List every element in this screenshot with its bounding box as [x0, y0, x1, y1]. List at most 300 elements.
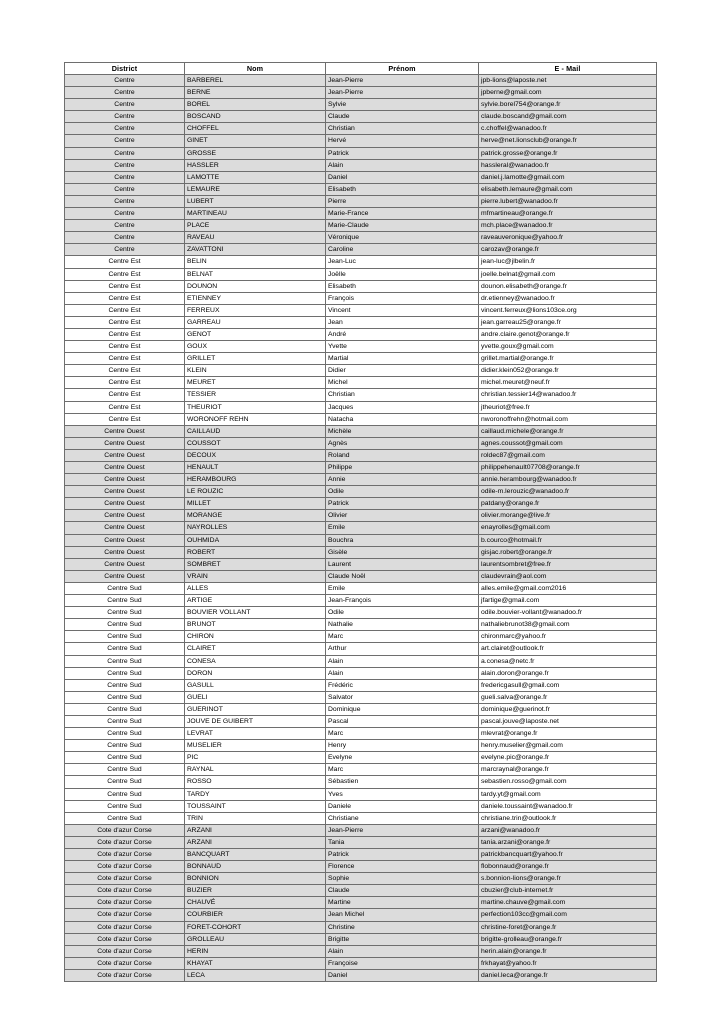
cell-prenom: Daniel [326, 969, 479, 981]
cell-nom: JOUVE DE GUIBERT [185, 715, 326, 727]
table-row [65, 401, 657, 413]
cell-prenom: Véronique [326, 232, 479, 244]
cell-email: pierre.lubert@wanadoo.fr [479, 195, 657, 207]
cell-email: s.bonnion-lions@orange.fr [479, 873, 657, 885]
table-row [65, 268, 657, 280]
cell-district: Centre Sud [65, 800, 185, 812]
cell-nom: GOUX [185, 341, 326, 353]
cell-district: Centre Est [65, 377, 185, 389]
cell-prenom: Jean [326, 316, 479, 328]
cell-district: Centre Sud [65, 764, 185, 776]
cell-district: Centre Ouest [65, 449, 185, 461]
table-row [65, 341, 657, 353]
cell-district: Cote d'azur Corse [65, 945, 185, 957]
cell-district: Cote d'azur Corse [65, 836, 185, 848]
cell-prenom: Nathalie [326, 619, 479, 631]
cell-district: Centre Est [65, 268, 185, 280]
cell-nom: BRUNOT [185, 619, 326, 631]
cell-prenom: Alain [326, 945, 479, 957]
cell-prenom: Yves [326, 788, 479, 800]
table-row [65, 812, 657, 824]
cell-nom: GARREAU [185, 316, 326, 328]
cell-email: art.clairet@outlook.fr [479, 643, 657, 655]
cell-prenom: Marie-Claude [326, 220, 479, 232]
cell-district: Centre [65, 171, 185, 183]
cell-prenom: Hervé [326, 135, 479, 147]
table-row [65, 776, 657, 788]
cell-email: fredericgasull@gmail.com [479, 679, 657, 691]
cell-email: sebastien.rosso@gmail.com [479, 776, 657, 788]
table-row [65, 957, 657, 969]
table-row [65, 486, 657, 498]
cell-email: elisabeth.lemaure@gmail.com [479, 183, 657, 195]
cell-prenom: Emile [326, 582, 479, 594]
cell-district: Centre Sud [65, 776, 185, 788]
cell-nom: ARZANI [185, 824, 326, 836]
cell-nom: CLAIRET [185, 643, 326, 655]
cell-district: Cote d'azur Corse [65, 824, 185, 836]
cell-email: arzani@wanadoo.fr [479, 824, 657, 836]
cell-email: nathaliebrunot38@gmail.com [479, 619, 657, 631]
cell-email: jtheuriot@free.fr [479, 401, 657, 413]
cell-email: jpberne@gmail.com [479, 87, 657, 99]
cell-district: Centre Sud [65, 679, 185, 691]
table-row [65, 220, 657, 232]
cell-email: hassleral@wanadoo.fr [479, 159, 657, 171]
cell-nom: GUELI [185, 691, 326, 703]
cell-email: odile-m.lerouzic@wanadoo.fr [479, 486, 657, 498]
cell-prenom: Olivier [326, 510, 479, 522]
table-row [65, 546, 657, 558]
cell-district: Cote d'azur Corse [65, 897, 185, 909]
cell-district: Centre Sud [65, 752, 185, 764]
table-row [65, 99, 657, 111]
cell-email: caillaud.michele@orange.fr [479, 425, 657, 437]
table-row [65, 885, 657, 897]
cell-nom: CHOFFEL [185, 123, 326, 135]
table-row [65, 800, 657, 812]
cell-nom: GASULL [185, 679, 326, 691]
cell-email: carozav@orange.fr [479, 244, 657, 256]
cell-nom: LUBERT [185, 195, 326, 207]
cell-prenom: Christine [326, 921, 479, 933]
cell-district: Centre Sud [65, 631, 185, 643]
table-row [65, 208, 657, 220]
cell-prenom: Marc [326, 728, 479, 740]
column-header-district: District [65, 63, 185, 75]
cell-email: annie.herambourg@wanadoo.fr [479, 474, 657, 486]
cell-prenom: Bouchra [326, 534, 479, 546]
cell-district: Centre Est [65, 413, 185, 425]
table-row [65, 643, 657, 655]
cell-email: olivier.morange@live.fr [479, 510, 657, 522]
cell-nom: BUZIER [185, 885, 326, 897]
cell-nom: LEVRAT [185, 728, 326, 740]
cell-email: daniel.leca@orange.fr [479, 969, 657, 981]
cell-nom: CONESA [185, 655, 326, 667]
cell-email: yvette.goux@gmail.com [479, 341, 657, 353]
cell-prenom: Sylvie [326, 99, 479, 111]
cell-nom: NAYROLLES [185, 522, 326, 534]
cell-email: herve@net.lionsclub@orange.fr [479, 135, 657, 147]
cell-nom: RAYNAL [185, 764, 326, 776]
roster-table-container [64, 62, 656, 982]
cell-email: andre.claire.genot@orange.fr [479, 328, 657, 340]
cell-prenom: Alain [326, 159, 479, 171]
table-row [65, 607, 657, 619]
cell-prenom: Arthur [326, 643, 479, 655]
cell-email: enayrolles@gmail.com [479, 522, 657, 534]
cell-email: herin.alain@orange.fr [479, 945, 657, 957]
cell-district: Centre [65, 123, 185, 135]
cell-nom: ZAVATTONI [185, 244, 326, 256]
cell-prenom: Patrick [326, 498, 479, 510]
table-row [65, 292, 657, 304]
cell-email: pascal.jouve@laposte.net [479, 715, 657, 727]
cell-district: Centre [65, 147, 185, 159]
table-row [65, 945, 657, 957]
cell-email: nworonoffrehn@hotmail.com [479, 413, 657, 425]
cell-email: agnes.coussot@gmail.com [479, 437, 657, 449]
cell-nom: GENOT [185, 328, 326, 340]
table-row [65, 316, 657, 328]
cell-prenom: Michel [326, 377, 479, 389]
cell-email: claudevrain@aol.com [479, 570, 657, 582]
cell-nom: GROLLEAU [185, 933, 326, 945]
cell-prenom: Christiane [326, 812, 479, 824]
table-row [65, 280, 657, 292]
cell-nom: PIC [185, 752, 326, 764]
cell-email: henry.muselier@gmail.com [479, 740, 657, 752]
cell-email: mfmartineau@orange.fr [479, 208, 657, 220]
cell-prenom: Pascal [326, 715, 479, 727]
cell-prenom: Patrick [326, 849, 479, 861]
cell-district: Centre Est [65, 328, 185, 340]
cell-district: Centre Sud [65, 812, 185, 824]
cell-district: Cote d'azur Corse [65, 933, 185, 945]
cell-district: Centre Sud [65, 667, 185, 679]
cell-prenom: Yvette [326, 341, 479, 353]
cell-nom: RAVEAU [185, 232, 326, 244]
table-row [65, 655, 657, 667]
cell-prenom: Didier [326, 365, 479, 377]
cell-district: Centre Est [65, 401, 185, 413]
cell-nom: BOREL [185, 99, 326, 111]
cell-nom: BOUVIER VOLLANT [185, 607, 326, 619]
cell-nom: FORET-COHORT [185, 921, 326, 933]
cell-nom: GRILLET [185, 353, 326, 365]
table-row [65, 824, 657, 836]
table-row [65, 691, 657, 703]
table-row [65, 740, 657, 752]
cell-email: roldec87@gmail.com [479, 449, 657, 461]
cell-prenom: Odile [326, 607, 479, 619]
cell-prenom: Marie-France [326, 208, 479, 220]
table-row [65, 365, 657, 377]
cell-district: Centre Sud [65, 788, 185, 800]
table-row [65, 703, 657, 715]
cell-district: Cote d'azur Corse [65, 957, 185, 969]
table-row [65, 534, 657, 546]
table-row [65, 195, 657, 207]
cell-nom: BANCQUART [185, 849, 326, 861]
cell-nom: ARZANI [185, 836, 326, 848]
cell-district: Centre [65, 195, 185, 207]
cell-district: Centre Sud [65, 619, 185, 631]
table-row [65, 232, 657, 244]
cell-district: Cote d'azur Corse [65, 909, 185, 921]
table-row [65, 304, 657, 316]
cell-nom: HERAMBOURG [185, 474, 326, 486]
cell-email: marcraynal@orange.fr [479, 764, 657, 776]
cell-nom: TARDY [185, 788, 326, 800]
cell-prenom: Jean-François [326, 595, 479, 607]
cell-nom: PLACE [185, 220, 326, 232]
table-row [65, 353, 657, 365]
cell-nom: KLEIN [185, 365, 326, 377]
roster-table [64, 62, 657, 982]
table-row [65, 389, 657, 401]
cell-email: grillet.martial@orange.fr [479, 353, 657, 365]
cell-nom: OUHMIDA [185, 534, 326, 546]
column-header-nom: Nom [185, 63, 326, 75]
table-row [65, 752, 657, 764]
column-header-email: E - Mail [479, 63, 657, 75]
cell-email: daniel.j.lamotte@gmail.com [479, 171, 657, 183]
cell-email: odile.bouvier-vollant@wanadoo.fr [479, 607, 657, 619]
cell-nom: GUERINOT [185, 703, 326, 715]
cell-email: didier.klein052@orange.fr [479, 365, 657, 377]
cell-district: Centre Sud [65, 691, 185, 703]
table-row [65, 474, 657, 486]
cell-district: Centre Sud [65, 595, 185, 607]
table-row [65, 328, 657, 340]
cell-nom: HENAULT [185, 462, 326, 474]
cell-prenom: Jean-Pierre [326, 824, 479, 836]
table-row [65, 764, 657, 776]
cell-email: frkhayat@yahoo.fr [479, 957, 657, 969]
table-row [65, 897, 657, 909]
cell-prenom: Frédéric [326, 679, 479, 691]
cell-prenom: Michèle [326, 425, 479, 437]
cell-prenom: Claude [326, 885, 479, 897]
cell-email: alain.doron@orange.fr [479, 667, 657, 679]
cell-email: perfection103cc@gmail.com [479, 909, 657, 921]
table-body [65, 75, 657, 982]
cell-prenom: Caroline [326, 244, 479, 256]
cell-district: Centre Ouest [65, 462, 185, 474]
cell-district: Centre Sud [65, 728, 185, 740]
table-row [65, 861, 657, 873]
table-row [65, 244, 657, 256]
cell-district: Centre [65, 87, 185, 99]
cell-district: Centre Est [65, 292, 185, 304]
cell-email: vincent.ferreux@lions103ce.org [479, 304, 657, 316]
cell-nom: MUSELIER [185, 740, 326, 752]
cell-nom: MARTINEAU [185, 208, 326, 220]
cell-prenom: Jean-Pierre [326, 87, 479, 99]
table-row [65, 836, 657, 848]
cell-nom: MEURET [185, 377, 326, 389]
cell-prenom: Gisèle [326, 546, 479, 558]
cell-prenom: Emile [326, 522, 479, 534]
cell-prenom: Sébastien [326, 776, 479, 788]
table-row [65, 558, 657, 570]
cell-prenom: Jean Michel [326, 909, 479, 921]
cell-prenom: Joëlle [326, 268, 479, 280]
cell-nom: TOUSSAINT [185, 800, 326, 812]
cell-prenom: Christian [326, 389, 479, 401]
cell-nom: KHAYAT [185, 957, 326, 969]
table-row [65, 87, 657, 99]
cell-email: dr.etienney@wanadoo.fr [479, 292, 657, 304]
cell-email: mch.place@wanadoo.fr [479, 220, 657, 232]
cell-district: Cote d'azur Corse [65, 921, 185, 933]
table-header-row [65, 63, 657, 75]
cell-district: Centre Ouest [65, 486, 185, 498]
cell-prenom: Marc [326, 764, 479, 776]
cell-district: Centre [65, 99, 185, 111]
cell-nom: CAILLAUD [185, 425, 326, 437]
cell-nom: THEURIOT [185, 401, 326, 413]
cell-district: Centre [65, 75, 185, 87]
cell-nom: BERNE [185, 87, 326, 99]
cell-nom: WORONOFF REHN [185, 413, 326, 425]
cell-nom: SOMBRET [185, 558, 326, 570]
cell-prenom: Christian [326, 123, 479, 135]
table-header [65, 63, 657, 75]
cell-nom: BOSCAND [185, 111, 326, 123]
cell-nom: DORON [185, 667, 326, 679]
table-row [65, 570, 657, 582]
cell-prenom: Pierre [326, 195, 479, 207]
table-row [65, 679, 657, 691]
cell-nom: BELNAT [185, 268, 326, 280]
cell-prenom: Martial [326, 353, 479, 365]
table-row [65, 667, 657, 679]
cell-email: christiane.trin@outlook.fr [479, 812, 657, 824]
cell-prenom: André [326, 328, 479, 340]
cell-nom: DOUNON [185, 280, 326, 292]
table-row [65, 147, 657, 159]
cell-prenom: Elisabeth [326, 280, 479, 292]
cell-district: Centre Sud [65, 655, 185, 667]
cell-email: dominique@guerinot.fr [479, 703, 657, 715]
cell-district: Centre Est [65, 341, 185, 353]
cell-nom: VRAIN [185, 570, 326, 582]
cell-prenom: Jean-Luc [326, 256, 479, 268]
cell-nom: ARTIGE [185, 595, 326, 607]
cell-district: Centre [65, 208, 185, 220]
cell-district: Centre Est [65, 365, 185, 377]
cell-nom: MILLET [185, 498, 326, 510]
table-row [65, 933, 657, 945]
cell-prenom: Annie [326, 474, 479, 486]
table-row [65, 171, 657, 183]
cell-email: sylvie.borel754@orange.fr [479, 99, 657, 111]
cell-nom: GROSSE [185, 147, 326, 159]
cell-prenom: Elisabeth [326, 183, 479, 195]
cell-email: christine-foret@orange.fr [479, 921, 657, 933]
cell-district: Centre [65, 232, 185, 244]
cell-prenom: Philippe [326, 462, 479, 474]
table-row [65, 498, 657, 510]
table-row [65, 909, 657, 921]
cell-district: Centre Est [65, 256, 185, 268]
cell-nom: ETIENNEY [185, 292, 326, 304]
cell-email: jean.garreau25@orange.fr [479, 316, 657, 328]
table-row [65, 510, 657, 522]
cell-district: Centre Est [65, 316, 185, 328]
table-row [65, 449, 657, 461]
table-row [65, 969, 657, 981]
cell-nom: TESSIER [185, 389, 326, 401]
table-row [65, 728, 657, 740]
cell-prenom: Tania [326, 836, 479, 848]
cell-email: martine.chauve@gmail.com [479, 897, 657, 909]
cell-prenom: Henry [326, 740, 479, 752]
cell-email: a.conesa@netc.fr [479, 655, 657, 667]
cell-email: flobonnaud@orange.fr [479, 861, 657, 873]
cell-district: Centre Ouest [65, 498, 185, 510]
cell-email: patrick.grosse@orange.fr [479, 147, 657, 159]
table-row [65, 619, 657, 631]
cell-email: raveauveronique@yahoo.fr [479, 232, 657, 244]
cell-nom: CHIRON [185, 631, 326, 643]
table-row [65, 437, 657, 449]
cell-email: gueli.salva@orange.fr [479, 691, 657, 703]
table-row [65, 788, 657, 800]
cell-prenom: Alain [326, 655, 479, 667]
cell-district: Centre Ouest [65, 546, 185, 558]
cell-email: tania.arzani@orange.fr [479, 836, 657, 848]
cell-prenom: Brigitte [326, 933, 479, 945]
cell-nom: ALLES [185, 582, 326, 594]
table-row [65, 75, 657, 87]
cell-district: Centre Ouest [65, 437, 185, 449]
cell-prenom: Evelyne [326, 752, 479, 764]
cell-email: jfartige@gmail.com [479, 595, 657, 607]
cell-district: Centre Ouest [65, 474, 185, 486]
cell-email: mlevrat@orange.fr [479, 728, 657, 740]
cell-district: Centre Sud [65, 582, 185, 594]
cell-prenom: Odile [326, 486, 479, 498]
cell-nom: COUSSOT [185, 437, 326, 449]
cell-email: alles.emile@gmail.com2016 [479, 582, 657, 594]
cell-district: Centre [65, 159, 185, 171]
cell-prenom: Alain [326, 667, 479, 679]
cell-prenom: Daniele [326, 800, 479, 812]
cell-nom: HASSLER [185, 159, 326, 171]
cell-district: Centre [65, 244, 185, 256]
cell-email: claude.boscand@gmail.com [479, 111, 657, 123]
cell-district: Cote d'azur Corse [65, 861, 185, 873]
cell-prenom: Patrick [326, 147, 479, 159]
cell-district: Cote d'azur Corse [65, 885, 185, 897]
cell-district: Centre Sud [65, 740, 185, 752]
cell-district: Centre [65, 111, 185, 123]
cell-email: philippehenault07708@orange.fr [479, 462, 657, 474]
cell-email: evelyne.pic@orange.fr [479, 752, 657, 764]
cell-nom: LAMOTTE [185, 171, 326, 183]
table-row [65, 849, 657, 861]
cell-nom: BELIN [185, 256, 326, 268]
cell-nom: ROBERT [185, 546, 326, 558]
cell-nom: GINET [185, 135, 326, 147]
cell-nom: LECA [185, 969, 326, 981]
cell-prenom: Jacques [326, 401, 479, 413]
cell-email: b.courco@hotmail.fr [479, 534, 657, 546]
